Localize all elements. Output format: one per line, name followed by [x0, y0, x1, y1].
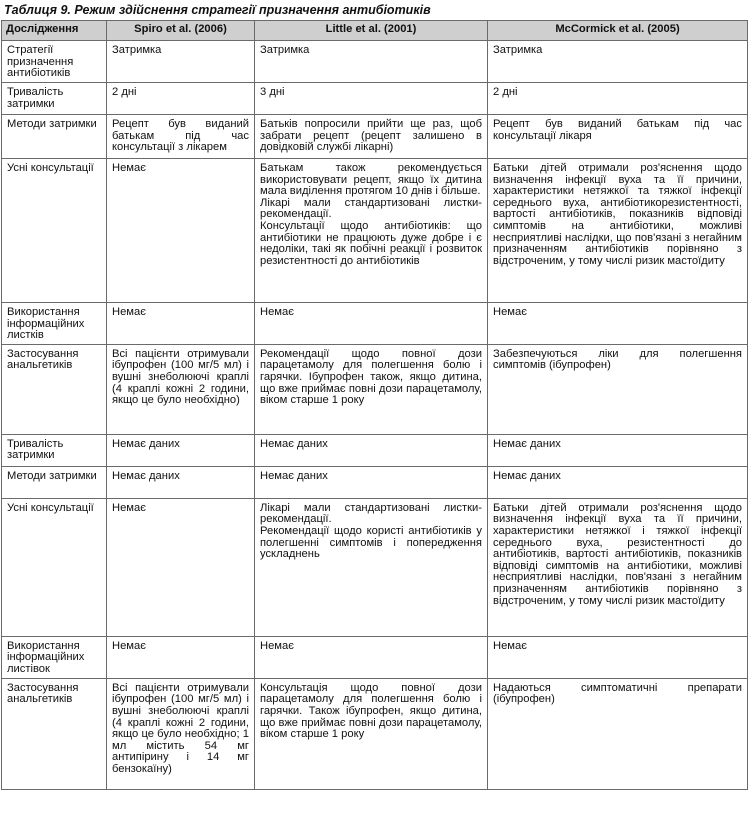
- row-label: Усні консультації: [2, 498, 107, 636]
- antibiotic-strategy-table: [1, 20, 748, 790]
- header-little: Little et al. (2001): [255, 21, 488, 41]
- table-cell: [488, 115, 748, 159]
- table-row: [2, 434, 748, 466]
- table-cell: [488, 303, 748, 345]
- cell-paragraph: Батьків попросили прийти ще раз, щоб забрати рецепт (рецепт залишено в довідковій службі лікарні): [260, 118, 482, 154]
- cell-paragraph: Лікарі мали стандартизовані листки-рекомендації.: [260, 196, 482, 221]
- row-label: Стратегії призначення антибіотиків: [2, 41, 107, 83]
- cell-paragraph: Лікарі мали стандартизовані листки-рекомендації.: [260, 501, 482, 526]
- row-label: Методи затримки: [2, 466, 107, 498]
- cell-paragraph: 2 дні: [112, 86, 137, 98]
- header-mccormick: McCormick et al. (2005): [488, 21, 748, 41]
- table-row: [2, 678, 748, 789]
- header-study: Дослідження: [2, 21, 107, 41]
- cell-paragraph: Немає: [112, 162, 146, 174]
- table-cell: [488, 159, 748, 303]
- table-caption: Таблиця 9. Режим здійснення стратегії призначення антибіотиків: [4, 3, 431, 17]
- table-cell: [255, 466, 488, 498]
- table-body: [2, 41, 748, 790]
- table-cell: [488, 466, 748, 498]
- cell-paragraph: Рекомендації щодо користі антибіотиків у полегшенні симптомів і попередження ускладнень: [260, 524, 482, 561]
- table-cell: [488, 434, 748, 466]
- table-cell: [255, 41, 488, 83]
- row-label: Використання інформаційних листків: [2, 303, 107, 345]
- cell-paragraph: Немає: [260, 639, 294, 652]
- table-header-row: [2, 21, 748, 41]
- table-row: [2, 344, 748, 434]
- table-cell: [107, 636, 255, 678]
- table-row: [2, 115, 748, 159]
- table-cell: [107, 41, 255, 83]
- table-cell: [107, 83, 255, 115]
- header-spiro: Spiro et al. (2006): [107, 21, 255, 41]
- cell-paragraph: Батьки дітей отримали роз'яснення щодо визначення інфекції вуха та її причини, характеристики нетяжкої і тяжкої інфекції середнього вуха, резистентності до антибіотиків, вартості антибіотиків, показників відповіді симптомів на антибіотики, можливі несприятливі наслідки, пов'язані з негайним призначенням антибіотиків порівняно з відстроченим, у тому числі ризик мастоїдиту: [493, 501, 742, 607]
- table-row: [2, 466, 748, 498]
- table-row: [2, 303, 748, 345]
- table-row: [2, 41, 748, 83]
- cell-paragraph: Немає даних: [260, 469, 328, 482]
- cell-paragraph: Немає даних: [493, 437, 561, 450]
- cell-paragraph: Консультація щодо повної дози парацетамолу для полегшення болю і гарячки. Також ібупрофен, якщо дитина, що вже приймає повні дози парацетамолу, віком старше 1 року: [260, 681, 482, 741]
- table-cell: [255, 434, 488, 466]
- cell-paragraph: Затримка: [260, 44, 310, 56]
- cell-paragraph: 2 дні: [493, 86, 518, 98]
- cell-paragraph: Затримка: [493, 44, 543, 56]
- cell-paragraph: Всі пацієнти отримували ібупрофен (100 мг/5 мл) і вушні знеболюючі краплі (4 краплі кожні 2 години, якщо це було необхідно; 1 мл містить 54 мг антипірину і 14 мг бензокаїну): [112, 681, 249, 775]
- table-cell: [488, 83, 748, 115]
- table-cell: [107, 466, 255, 498]
- table-cell: [488, 636, 748, 678]
- table-cell: [107, 159, 255, 303]
- cell-paragraph: Немає: [493, 639, 527, 652]
- cell-paragraph: Батьки дітей отримали роз'яснення щодо визначення інфекції вуха та її причини, характеристики нетяжкої та тяжкої інфекції середнього вуха, антибіотикорезистентності, вартості антибіотиків, показників відповіді симптомів на антибіотики, можливі несприятливі наслідки, що пов'язані з негайним призначенням антибіотиків порівняно з відстроченим, у тому числі ризик мастоїдиту: [493, 162, 742, 267]
- cell-paragraph: Немає: [112, 306, 146, 318]
- cell-paragraph: 3 дні: [260, 86, 285, 98]
- table-cell: [488, 678, 748, 789]
- cell-paragraph: Рецепт був виданий батькам під час консультації лікаря: [493, 118, 742, 142]
- table-cell: [488, 344, 748, 434]
- row-label: Застосування анальгетиків: [2, 678, 107, 789]
- table-cell: [107, 115, 255, 159]
- table-cell: [255, 115, 488, 159]
- cell-paragraph: Немає: [112, 501, 146, 514]
- table-cell: [107, 303, 255, 345]
- table-cell: [107, 678, 255, 789]
- table-cell: [255, 678, 488, 789]
- table-cell: [107, 498, 255, 636]
- table-cell: [488, 498, 748, 636]
- cell-paragraph: Немає: [112, 639, 146, 652]
- table-row: [2, 636, 748, 678]
- table-cell: [107, 344, 255, 434]
- table-cell: [255, 498, 488, 636]
- cell-paragraph: Надаються симптоматичні препарати (ібупрофен): [493, 681, 742, 706]
- table-cell: [255, 303, 488, 345]
- cell-paragraph: Немає: [493, 306, 527, 318]
- cell-paragraph: Немає: [260, 306, 294, 318]
- table-cell: [255, 344, 488, 434]
- table-cell: [107, 434, 255, 466]
- table-cell: [488, 41, 748, 83]
- row-label: Використання інформаційних листівок: [2, 636, 107, 678]
- cell-paragraph: Затримка: [112, 44, 162, 56]
- cell-paragraph: Немає даних: [112, 469, 180, 482]
- table-row: [2, 159, 748, 303]
- cell-paragraph: Всі пацієнти отримували ібупрофен (100 мг/5 мл) і вушні знеболюючі краплі (4 краплі кожні 2 години, якщо це було необхідно): [112, 347, 249, 407]
- table-row: [2, 83, 748, 115]
- table-cell: [255, 636, 488, 678]
- cell-paragraph: Рецепт був виданий батькам під час консультації з лікарем: [112, 118, 249, 154]
- row-label: Усні консультації: [2, 159, 107, 303]
- table-row: [2, 498, 748, 636]
- table-cell: [255, 159, 488, 303]
- cell-paragraph: Немає даних: [260, 437, 328, 450]
- cell-paragraph: Консультації щодо антибіотиків: що антибіотики не працюють дуже добре і є недоліки, такі як побічні реакції і розвиток резистентності до антибіотиків: [260, 219, 482, 267]
- row-label: Тривалість затримки: [2, 434, 107, 466]
- cell-paragraph: Немає даних: [112, 437, 180, 450]
- cell-paragraph: Батькам також рекомендується використовувати рецепт, якщо їх дитина мала виділення протягом 10 днів і більше.: [260, 162, 482, 198]
- cell-paragraph: Рекомендації щодо повної дози парацетамолу для полегшення болю і гарячки. Ібупрофен також, якщо дитина, що вже приймає повні дози парацетамолу, віком старше 1 року: [260, 347, 482, 407]
- cell-paragraph: Немає даних: [493, 469, 561, 482]
- row-label: Тривалість затримки: [2, 83, 107, 115]
- row-label: Методи затримки: [2, 115, 107, 159]
- cell-paragraph: Забезпечуються ліки для полегшення симптомів (ібупрофен): [493, 347, 742, 372]
- table-cell: [255, 83, 488, 115]
- row-label: Застосування анальгетиків: [2, 344, 107, 434]
